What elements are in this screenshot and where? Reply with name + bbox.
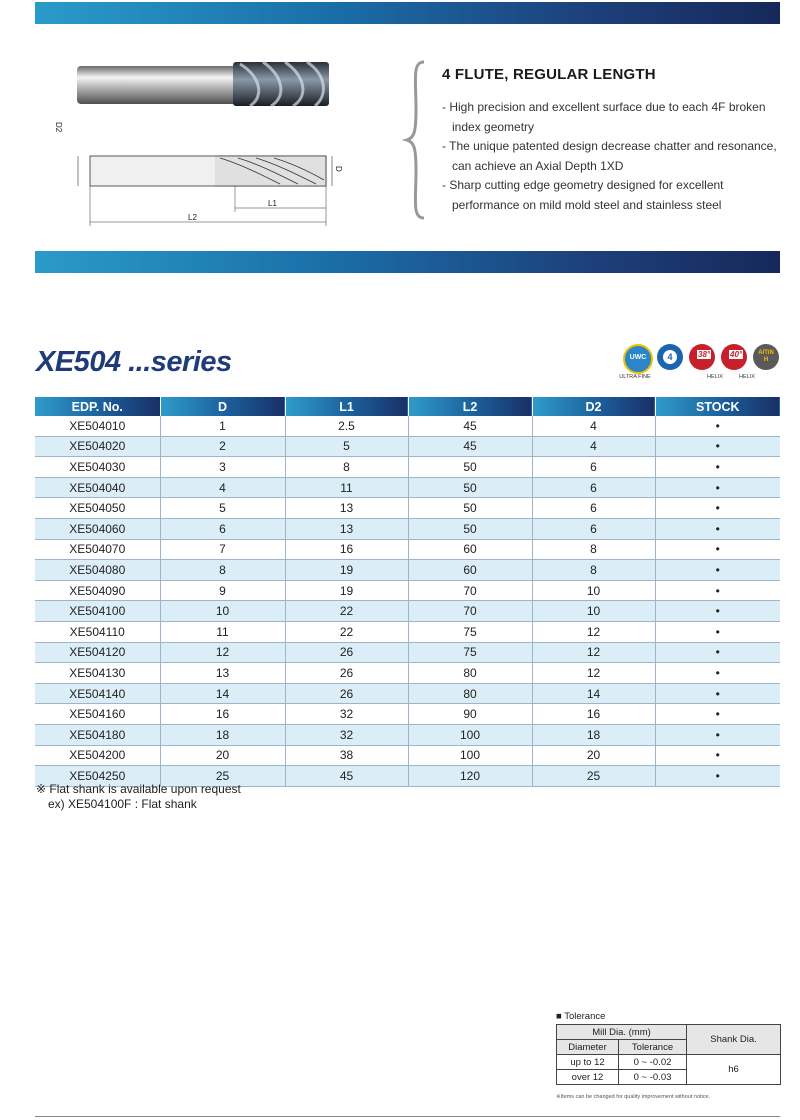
table-row bbox=[35, 601, 780, 622]
d2-cell: 4 bbox=[532, 436, 655, 457]
stock-cell: • bbox=[655, 539, 780, 560]
spec-table bbox=[35, 397, 780, 787]
stock-cell: • bbox=[655, 436, 780, 457]
edp-cell: XE504070 bbox=[35, 539, 160, 560]
l1-cell: 32 bbox=[285, 724, 408, 745]
stock-cell: • bbox=[655, 724, 780, 745]
stock-cell: • bbox=[655, 683, 780, 704]
flat-shank-note bbox=[36, 782, 241, 812]
d2-cell: 6 bbox=[532, 498, 655, 519]
curly-brace-icon bbox=[404, 60, 428, 220]
l1-cell: 13 bbox=[285, 498, 408, 519]
d2-cell: 14 bbox=[532, 683, 655, 704]
tol-value: 0 ~ -0.03 bbox=[619, 1070, 687, 1085]
feature-item: - Sharp cutting edge geometry designed for excellent performance on mild mold steel and stainless steel bbox=[442, 178, 724, 212]
edp-cell: XE504010 bbox=[35, 416, 160, 436]
d-cell: 1 bbox=[160, 416, 285, 436]
col-d: D bbox=[160, 397, 285, 416]
l2-cell: 60 bbox=[408, 560, 532, 581]
edp-cell: XE504060 bbox=[35, 518, 160, 539]
d-cell: 10 bbox=[160, 601, 285, 622]
d-cell: 2 bbox=[160, 436, 285, 457]
stock-cell: • bbox=[655, 580, 780, 601]
mill-dia-header: Mill Dia. (mm) bbox=[557, 1025, 687, 1040]
d2-cell: 12 bbox=[532, 621, 655, 642]
edp-cell: XE504090 bbox=[35, 580, 160, 601]
label-l2: L2 bbox=[188, 213, 197, 222]
d2-cell: 18 bbox=[532, 724, 655, 745]
table-row bbox=[35, 642, 780, 663]
tolerance-table bbox=[556, 1024, 781, 1085]
d2-cell: 6 bbox=[532, 477, 655, 498]
edp-cell: XE504250 bbox=[35, 766, 160, 787]
l1-cell: 13 bbox=[285, 518, 408, 539]
d-cell: 3 bbox=[160, 457, 285, 478]
d2-cell: 8 bbox=[532, 539, 655, 560]
table-row bbox=[35, 436, 780, 457]
stock-cell: • bbox=[655, 601, 780, 622]
helix-38-icon: 38° bbox=[689, 344, 715, 370]
d-cell: 14 bbox=[160, 683, 285, 704]
top-header-band bbox=[35, 2, 780, 24]
edp-cell: XE504020 bbox=[35, 436, 160, 457]
table-header-row bbox=[35, 397, 780, 416]
tol-value: 0 ~ -0.02 bbox=[619, 1055, 687, 1070]
table-row bbox=[35, 683, 780, 704]
shank-dia-header: Shank Dia. bbox=[687, 1025, 781, 1055]
label-l1: L1 bbox=[268, 199, 277, 208]
l1-cell: 38 bbox=[285, 745, 408, 766]
d-cell: 7 bbox=[160, 539, 285, 560]
edp-cell: XE504050 bbox=[35, 498, 160, 519]
l2-cell: 50 bbox=[408, 498, 532, 519]
d2-cell: 12 bbox=[532, 663, 655, 684]
l2-cell: 45 bbox=[408, 416, 532, 436]
label-d2: D2 bbox=[54, 122, 63, 133]
edp-cell: XE504140 bbox=[35, 683, 160, 704]
edp-cell: XE504030 bbox=[35, 457, 160, 478]
d2-cell: 16 bbox=[532, 704, 655, 725]
col-d2: D2 bbox=[532, 397, 655, 416]
diameter-header: Diameter bbox=[557, 1040, 619, 1055]
section-divider-band bbox=[35, 251, 780, 273]
shank-value: h6 bbox=[687, 1055, 781, 1085]
l2-cell: 50 bbox=[408, 477, 532, 498]
feature-item: - The unique patented design decrease chatter and resonance, can achieve an Axial Depth 1XD bbox=[442, 139, 777, 173]
l1-cell: 26 bbox=[285, 683, 408, 704]
l2-cell: 70 bbox=[408, 580, 532, 601]
end-mill-drawing bbox=[54, 122, 343, 230]
stock-cell: • bbox=[655, 642, 780, 663]
table-row bbox=[35, 477, 780, 498]
d-cell: 11 bbox=[160, 621, 285, 642]
l2-cell: 120 bbox=[408, 766, 532, 787]
l2-cell: 80 bbox=[408, 663, 532, 684]
stock-cell: • bbox=[655, 704, 780, 725]
stock-cell: • bbox=[655, 621, 780, 642]
stock-cell: • bbox=[655, 457, 780, 478]
table-row bbox=[35, 498, 780, 519]
d2-cell: 10 bbox=[532, 601, 655, 622]
edp-cell: XE504040 bbox=[35, 477, 160, 498]
table-row bbox=[35, 457, 780, 478]
stock-cell: • bbox=[655, 745, 780, 766]
note-line: ex) XE504100F : Flat shank bbox=[48, 797, 197, 811]
l2-cell: 60 bbox=[408, 539, 532, 560]
d-cell: 18 bbox=[160, 724, 285, 745]
altin-coating-icon: AlTiN H bbox=[753, 344, 779, 370]
tolerance-title: ■ Tolerance bbox=[556, 1011, 606, 1022]
d-cell: 12 bbox=[160, 642, 285, 663]
l2-cell: 75 bbox=[408, 642, 532, 663]
note-line: ※ Flat shank is available upon request bbox=[36, 782, 241, 796]
edp-cell: XE504080 bbox=[35, 560, 160, 581]
d-cell: 25 bbox=[160, 766, 285, 787]
edp-cell: XE504200 bbox=[35, 745, 160, 766]
edp-cell: XE504110 bbox=[35, 621, 160, 642]
d2-cell: 4 bbox=[532, 416, 655, 436]
table-row bbox=[35, 416, 780, 436]
stock-cell: • bbox=[655, 560, 780, 581]
end-mill-photo bbox=[75, 56, 333, 108]
table-row bbox=[35, 745, 780, 766]
table-row bbox=[35, 621, 780, 642]
table-row bbox=[35, 663, 780, 684]
edp-cell: XE504160 bbox=[35, 704, 160, 725]
four-flute-icon: 4 bbox=[657, 344, 683, 370]
tolerance-footnote: ※Items can be changed for quality improvement without notice. bbox=[556, 1094, 711, 1100]
edp-cell: XE504130 bbox=[35, 663, 160, 684]
l1-cell: 8 bbox=[285, 457, 408, 478]
l1-cell: 19 bbox=[285, 580, 408, 601]
l2-cell: 50 bbox=[408, 457, 532, 478]
l1-cell: 5 bbox=[285, 436, 408, 457]
table-row bbox=[35, 580, 780, 601]
l2-cell: 80 bbox=[408, 683, 532, 704]
d-cell: 4 bbox=[160, 477, 285, 498]
d-cell: 20 bbox=[160, 745, 285, 766]
d-cell: 5 bbox=[160, 498, 285, 519]
d-cell: 8 bbox=[160, 560, 285, 581]
l1-cell: 22 bbox=[285, 621, 408, 642]
tolerance-header: Tolerance bbox=[619, 1040, 687, 1055]
l1-cell: 45 bbox=[285, 766, 408, 787]
table-row bbox=[35, 724, 780, 745]
table-row bbox=[35, 539, 780, 560]
col-l1: L1 bbox=[285, 397, 408, 416]
table-row bbox=[35, 518, 780, 539]
l1-cell: 22 bbox=[285, 601, 408, 622]
d2-cell: 12 bbox=[532, 642, 655, 663]
l2-cell: 50 bbox=[408, 518, 532, 539]
edp-cell: XE504100 bbox=[35, 601, 160, 622]
bottom-rule bbox=[35, 1116, 780, 1117]
tol-diameter: over 12 bbox=[557, 1070, 619, 1085]
col-stock: STOCK bbox=[655, 397, 780, 416]
series-title: XE504 ...series bbox=[36, 346, 232, 378]
l1-cell: 32 bbox=[285, 704, 408, 725]
d2-cell: 6 bbox=[532, 518, 655, 539]
edp-cell: XE504180 bbox=[35, 724, 160, 745]
ultra-fine-icon: UWC bbox=[623, 344, 653, 374]
d2-cell: 20 bbox=[532, 745, 655, 766]
table-row bbox=[35, 560, 780, 581]
col-edp: EDP. No. bbox=[35, 397, 160, 416]
stock-cell: • bbox=[655, 498, 780, 519]
feature-list bbox=[442, 98, 782, 216]
table-row bbox=[35, 704, 780, 725]
edp-cell: XE504120 bbox=[35, 642, 160, 663]
stock-cell: • bbox=[655, 766, 780, 787]
l2-cell: 45 bbox=[408, 436, 532, 457]
helix-40-icon: 40° bbox=[721, 344, 747, 370]
d2-cell: 25 bbox=[532, 766, 655, 787]
stock-cell: • bbox=[655, 477, 780, 498]
feature-title: 4 FLUTE, REGULAR LENGTH bbox=[442, 66, 656, 83]
label-d: D bbox=[334, 166, 343, 172]
l1-cell: 16 bbox=[285, 539, 408, 560]
stock-cell: • bbox=[655, 518, 780, 539]
feature-icons: UWC ULTRA FINE 4 38° HELIX 40° HELIX AlTiN H bbox=[615, 344, 785, 386]
stock-cell: • bbox=[655, 416, 780, 436]
d2-cell: 6 bbox=[532, 457, 655, 478]
feature-item: - High precision and excellent surface due to each 4F broken index geometry bbox=[442, 100, 766, 134]
d-cell: 6 bbox=[160, 518, 285, 539]
l1-cell: 19 bbox=[285, 560, 408, 581]
l2-cell: 100 bbox=[408, 724, 532, 745]
l2-cell: 100 bbox=[408, 745, 532, 766]
l2-cell: 70 bbox=[408, 601, 532, 622]
d2-cell: 8 bbox=[532, 560, 655, 581]
tol-diameter: up to 12 bbox=[557, 1055, 619, 1070]
l1-cell: 26 bbox=[285, 642, 408, 663]
l1-cell: 26 bbox=[285, 663, 408, 684]
l2-cell: 75 bbox=[408, 621, 532, 642]
l1-cell: 2.5 bbox=[285, 416, 408, 436]
d-cell: 16 bbox=[160, 704, 285, 725]
l1-cell: 11 bbox=[285, 477, 408, 498]
col-l2: L2 bbox=[408, 397, 532, 416]
d2-cell: 10 bbox=[532, 580, 655, 601]
d-cell: 13 bbox=[160, 663, 285, 684]
stock-cell: • bbox=[655, 663, 780, 684]
l2-cell: 90 bbox=[408, 704, 532, 725]
d-cell: 9 bbox=[160, 580, 285, 601]
